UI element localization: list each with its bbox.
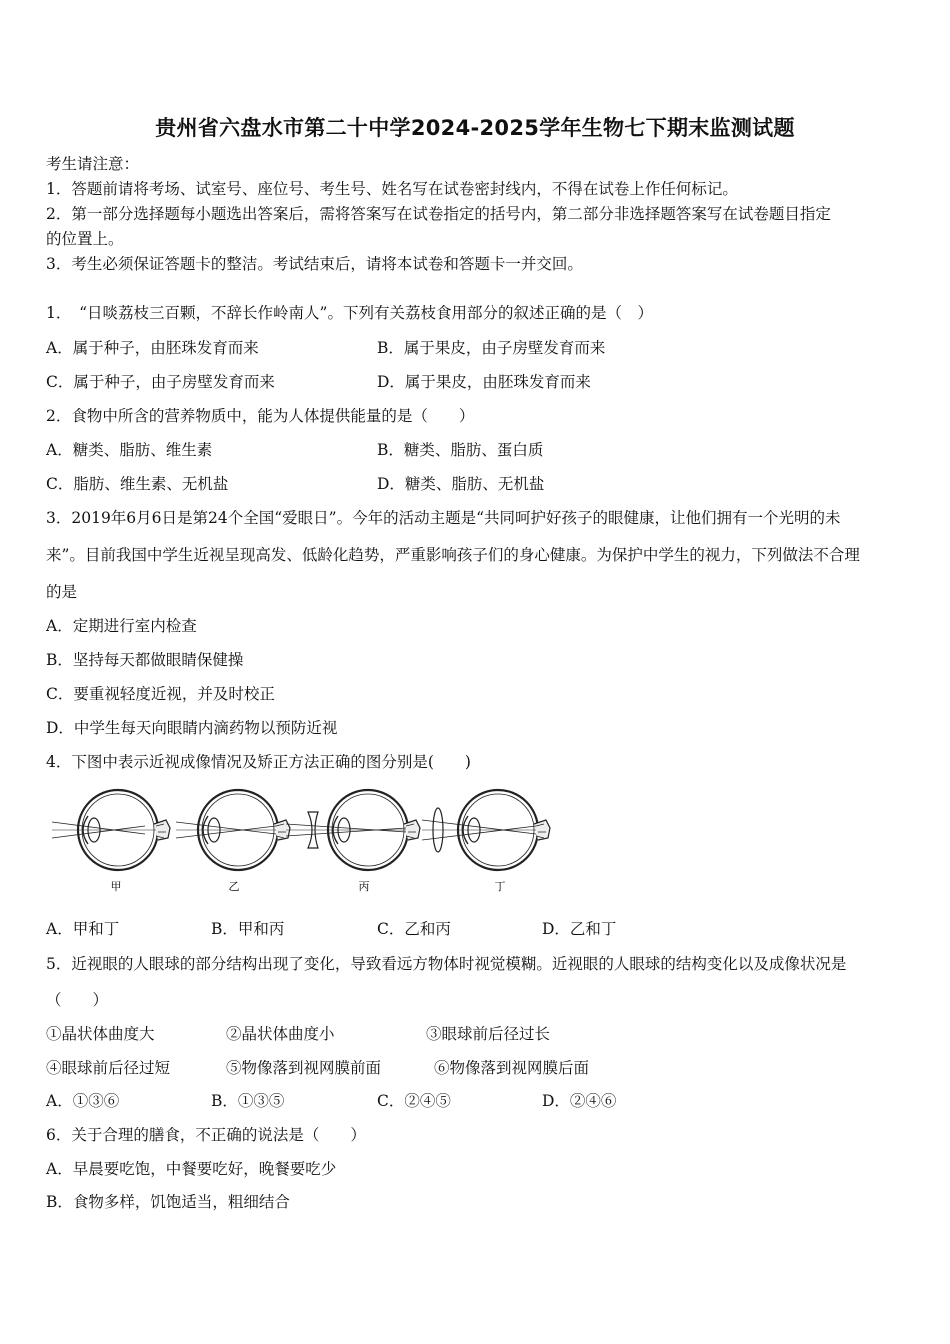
page-title: 贵州省六盘水市第二十中学2024-2025学年生物七下期末监测试题 bbox=[155, 116, 795, 140]
notice-heading: 考生请注意： bbox=[46, 155, 140, 173]
question-3-option-c: C．要重视轻度近视，并及时校正 bbox=[46, 685, 275, 703]
question-1-option-b: B．属于果皮，由子房壁发育而来 bbox=[377, 339, 606, 357]
question-2-option-a: A．糖类、脂肪、维生素 bbox=[46, 441, 213, 459]
question-6-option-b: B．食物多样，饥饱适当，粗细结合 bbox=[46, 1193, 290, 1211]
question-3-stem-line-3: 的是 bbox=[46, 583, 78, 601]
question-4-option-a: A．甲和丁 bbox=[46, 920, 120, 938]
figure-label-bing: 丙 bbox=[358, 880, 370, 893]
question-1-option-c: C．属于种子，由子房壁发育而来 bbox=[46, 373, 275, 391]
eye-diagram-figure bbox=[50, 786, 560, 896]
question-5-item-4: ④眼球前后径过短 bbox=[46, 1059, 171, 1077]
question-1-stem: 1． “日啖荔枝三百颗，不辞长作岭南人”。下列有关荔枝食用部分的叙述正确的是（ ） bbox=[46, 304, 653, 322]
question-2-option-b: B．糖类、脂肪、蛋白质 bbox=[377, 441, 544, 459]
question-5-stem-line-1: 5．近视眼的人眼球的部分结构出现了变化，导致看远方物体时视觉模糊。近视眼的人眼球的结构变化以及成像状况是 bbox=[46, 955, 847, 973]
question-1-option-d: D．属于果皮，由胚珠发育而来 bbox=[377, 373, 591, 391]
question-5-option-b: B．①③⑤ bbox=[211, 1092, 285, 1110]
notice-item-2: 2．第一部分选择题每小题选出答案后，需将答案写在试卷指定的括号内，第二部分非选择题答案写在试卷题目指定 bbox=[46, 205, 831, 223]
question-5-option-c: C．②④⑤ bbox=[377, 1092, 451, 1110]
question-5-item-3: ③眼球前后径过长 bbox=[426, 1025, 551, 1043]
question-1-option-a: A．属于种子，由胚珠发育而来 bbox=[46, 339, 259, 357]
question-4-stem: 4．下图中表示近视成像情况及矫正方法正确的图分别是( ) bbox=[46, 753, 471, 771]
question-5-item-6: ⑥物像落到视网膜后面 bbox=[434, 1059, 590, 1077]
eye-diagram-bing bbox=[286, 790, 420, 870]
eye-diagram-jia bbox=[52, 790, 170, 870]
question-4-option-b: B．甲和丙 bbox=[211, 920, 285, 938]
question-4-option-c: C．乙和丙 bbox=[377, 920, 451, 938]
question-2-option-c: C．脂肪、维生素、无机盐 bbox=[46, 475, 229, 493]
figure-label-yi: 乙 bbox=[228, 880, 240, 893]
question-5-stem-line-2: （ ） bbox=[46, 991, 109, 1009]
question-2-stem: 2．食物中所含的营养物质中，能为人体提供能量的是（ ） bbox=[46, 407, 475, 425]
question-5-item-5: ⑤物像落到视网膜前面 bbox=[226, 1059, 382, 1077]
question-5-option-a: A．①③⑥ bbox=[46, 1092, 120, 1110]
question-3-stem-line-2: 来”。目前我国中学生近视呈现高发、低龄化趋势，严重影响孩子们的身心健康。为保护中学生的视力，下列做法不合理 bbox=[46, 546, 860, 564]
question-4-option-d: D．乙和丁 bbox=[542, 920, 617, 938]
figure-label-ding: 丁 bbox=[494, 880, 506, 893]
eye-diagram-yi bbox=[176, 790, 290, 870]
question-3-option-a: A．定期进行室内检查 bbox=[46, 617, 197, 635]
question-6-option-a: A．早晨要吃饱，中餐要吃好，晚餐要吃少 bbox=[46, 1160, 337, 1178]
question-5-option-d: D．②④⑥ bbox=[542, 1092, 617, 1110]
figure-label-jia: 甲 bbox=[110, 880, 122, 893]
question-3-stem-line-1: 3．2019年6月6日是第24个全国“爱眼日”。今年的活动主题是“共同呵护好孩子的眼健康，让他们拥有一个光明的未 bbox=[46, 509, 841, 527]
notice-item-3: 3．考生必须保证答题卡的整洁。考试结束后，请将本试卷和答题卡一并交回。 bbox=[46, 255, 583, 273]
notice-item-2-cont: 的位置上。 bbox=[46, 230, 124, 248]
question-3-option-b: B．坚持每天都做眼睛保健操 bbox=[46, 651, 244, 669]
question-5-item-1: ①晶状体曲度大 bbox=[46, 1025, 155, 1043]
question-6-stem: 6．关于合理的膳食，不正确的说法是（ ） bbox=[46, 1126, 366, 1144]
question-5-item-2: ②晶状体曲度小 bbox=[226, 1025, 335, 1043]
notice-item-1: 1．答题前请将考场、试室号、座位号、考生号、姓名写在试卷密封线内，不得在试卷上作任何标记。 bbox=[46, 180, 738, 198]
question-2-option-d: D．糖类、脂肪、无机盐 bbox=[377, 475, 545, 493]
question-3-option-d: D．中学生每天向眼睛内滴药物以预防近视 bbox=[46, 719, 338, 737]
eye-diagram-ding bbox=[422, 790, 550, 870]
